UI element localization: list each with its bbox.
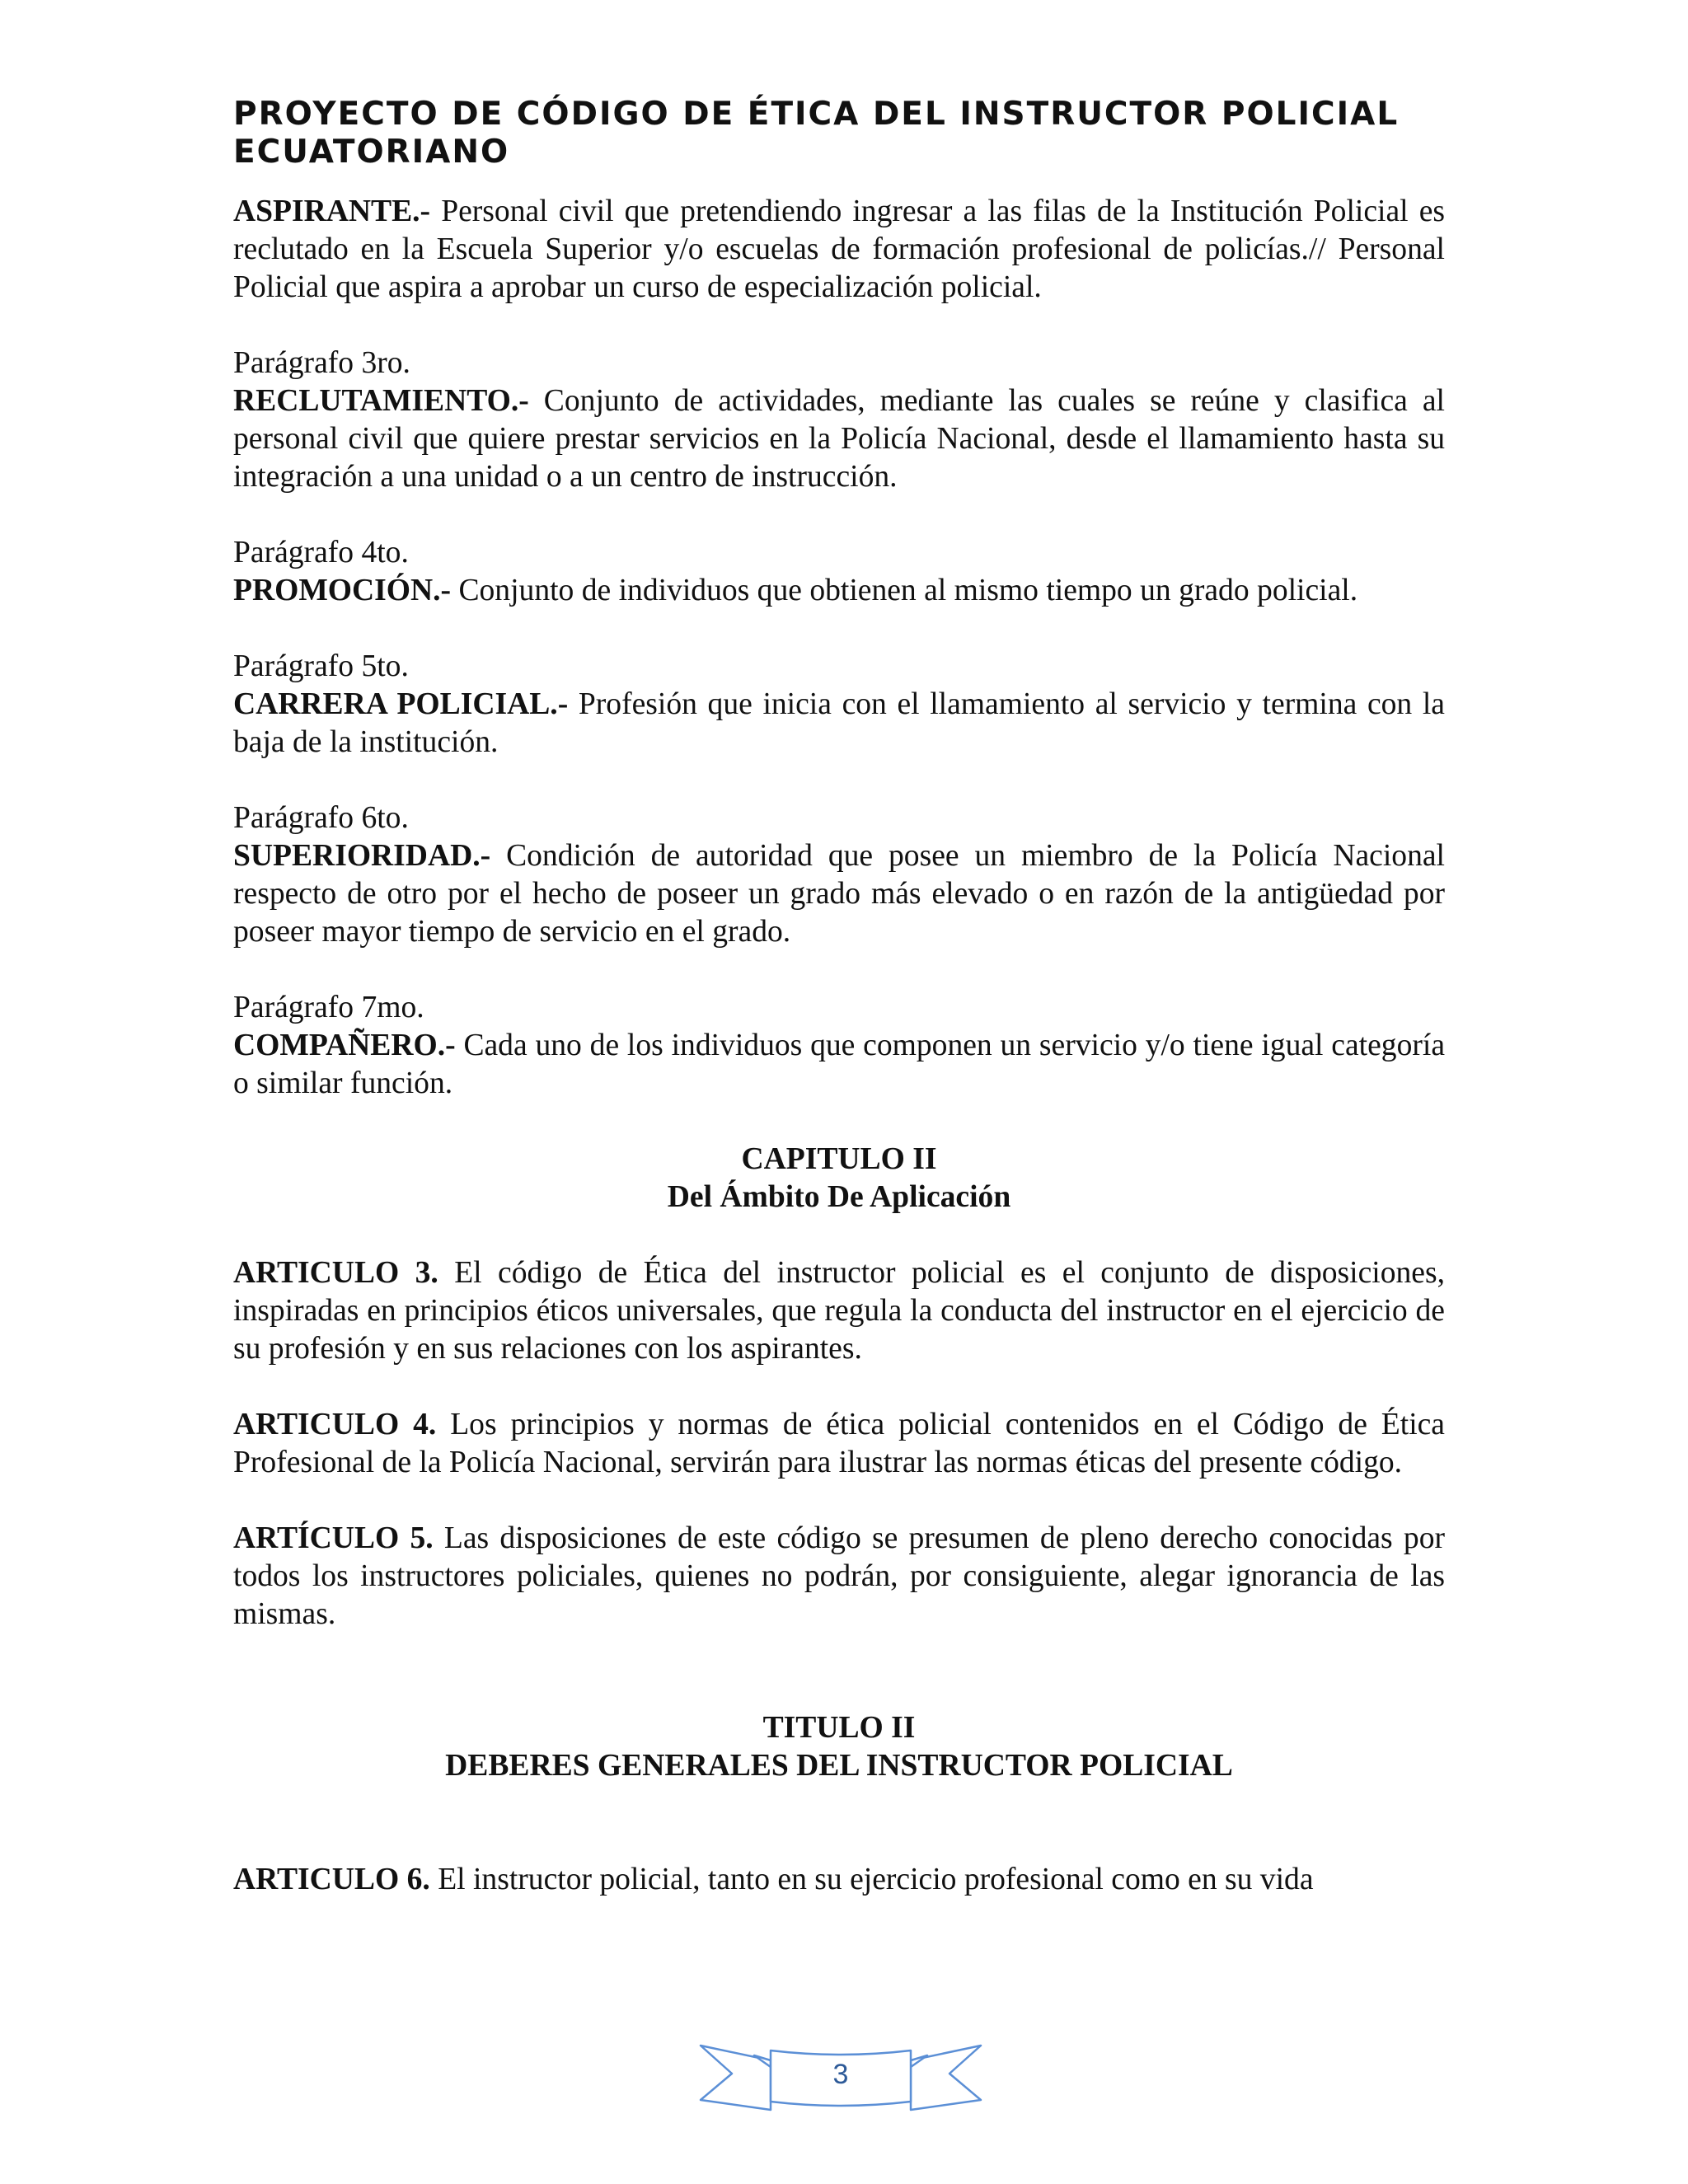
definition-carrera-policial bbox=[233, 686, 1445, 762]
title-heading: TITULO II bbox=[762, 1711, 916, 1745]
title-subheading: DEBERES GENERALES DEL INSTRUCTOR POLICIAL bbox=[445, 1749, 1233, 1783]
definition-aspirante bbox=[233, 193, 1445, 307]
definition-text: Personal civil que pretendiendo ingresar a las filas de la Institución Policial es reclutado en la Escuela Superior y/o escuelas de formación profesional de policías.// Personal Policial que aspira a aprobar un curso de especialización policial. bbox=[233, 194, 1445, 304]
definition-text: Profesión que inicia con el llamamiento al servicio y termina con la baja de la institución. bbox=[233, 687, 1445, 759]
term-carrera-policial: CARRERA POLICIAL.- bbox=[233, 687, 569, 721]
paragraph-label: Parágrafo 3ro. bbox=[233, 346, 410, 380]
term-aspirante: ASPIRANTE.- bbox=[233, 194, 431, 228]
page-number-ribbon bbox=[692, 2027, 989, 2118]
paragraph-label: Parágrafo 7mo. bbox=[233, 991, 424, 1024]
term-companero: COMPAÑERO.- bbox=[233, 1029, 456, 1062]
article-text: Las disposiciones de este código se presumen de pleno derecho conocidas por todos los instructores policiales, quienes no podrán, por consiguiente, alegar ignorancia de las mismas. bbox=[233, 1521, 1445, 1631]
article-6 bbox=[233, 1861, 1445, 1899]
header-line-2: ECUATORIANO bbox=[233, 134, 510, 171]
header-line-1: PROYECTO DE CÓDIGO DE ÉTICA DEL INSTRUCTOR POLICIAL bbox=[233, 96, 1400, 133]
article-text: Los principios y normas de ética policial contenidos en el Código de Ética Profesional de la Policía Nacional, servirán para ilustrar las normas éticas del presente código. bbox=[233, 1408, 1445, 1479]
article-heading: ARTICULO 3. bbox=[233, 1256, 438, 1290]
paragraph-label: Parágrafo 4to. bbox=[233, 536, 409, 569]
definition-text: Cada uno de los individuos que componen un servicio y/o tiene igual categoría o similar función. bbox=[233, 1029, 1445, 1100]
article-4 bbox=[233, 1406, 1445, 1482]
paragraph-label: Parágrafo 6to. bbox=[233, 801, 409, 835]
article-text: El instructor policial, tanto en su ejercicio profesional como en su vida bbox=[429, 1863, 1314, 1896]
definition-text: Condición de autoridad que posee un miembro de la Policía Nacional respecto de otro por el hecho de poseer un grado más elevado o en razón de la antigüedad por poseer mayor tiempo de servicio en el grado. bbox=[233, 839, 1445, 949]
term-superioridad: SUPERIORIDAD.- bbox=[233, 839, 491, 873]
definition-reclutamiento bbox=[233, 382, 1445, 496]
document-body bbox=[233, 193, 1445, 1899]
chapter-title: CAPITULO II bbox=[741, 1142, 937, 1176]
page-number: 3 bbox=[832, 2059, 849, 2090]
article-heading: ARTICULO 6. bbox=[233, 1863, 430, 1896]
definition-companero bbox=[233, 1027, 1445, 1103]
term-reclutamiento: RECLUTAMIENTO.- bbox=[233, 384, 529, 418]
paragraph-label: Parágrafo 5to. bbox=[233, 649, 409, 683]
article-3 bbox=[233, 1254, 1445, 1368]
article-text: El código de Ética del instructor policial es el conjunto de disposiciones, inspiradas en principios éticos universales, que regula la conducta del instructor en el ejercicio de su profesión y en sus relaciones con los aspirantes. bbox=[233, 1256, 1445, 1366]
article-heading: ARTÍCULO 5. bbox=[233, 1521, 434, 1555]
running-header bbox=[233, 96, 1445, 171]
article-heading: ARTICULO 4. bbox=[233, 1408, 437, 1441]
definition-superioridad bbox=[233, 837, 1445, 951]
chapter-subtitle: Del Ámbito De Aplicación bbox=[667, 1180, 1011, 1214]
definition-text: Conjunto de actividades, mediante las cuales se reúne y clasifica al personal civil que quiere prestar servicios en la Policía Nacional, desde el llamamiento hasta su integración a una unidad o a un centro de instrucción. bbox=[233, 384, 1445, 494]
term-promocion: PROMOCIÓN.- bbox=[233, 574, 452, 607]
article-5 bbox=[233, 1520, 1445, 1633]
definition-text: Conjunto de individuos que obtienen al mismo tiempo un grado policial. bbox=[451, 574, 1358, 607]
definition-promocion bbox=[233, 572, 1445, 610]
